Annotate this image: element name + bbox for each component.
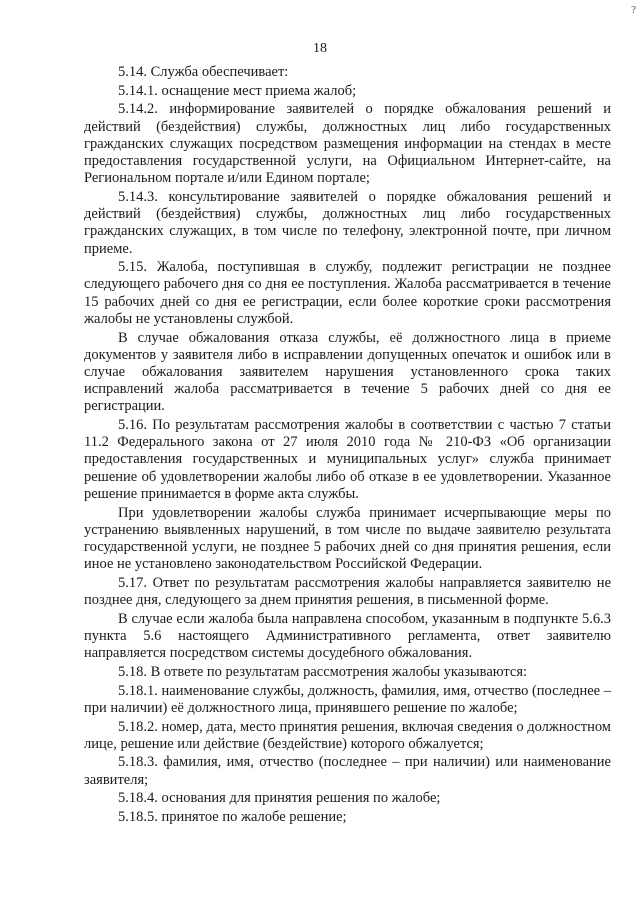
paragraph: В случае обжалования отказа службы, её должностного лица в приеме документов у заявителя либо в исправлении допущенных опечаток и ошибок или в случае обжалования заявителем нарушения установленного срока таких исправлений жалоба рассматривается в течение 5 рабочих дней со дня ее регистрации.: [84, 329, 611, 415]
paragraph: В случае если жалоба была направлена способом, указанным в подпункте 5.6.3 пункта 5.6 настоящего Административного регламента, ответ заявителю направляется посредством системы досудебного обжалования.: [84, 610, 611, 662]
corner-mark: ?: [631, 4, 636, 16]
paragraph: 5.14.3. консультирование заявителей о порядке обжалования решений и действий (бездействия) службы, должностных лиц либо государственных гражданских служащих, в том числе по телефону, электронной почте, при личном приеме.: [84, 188, 611, 257]
paragraph: 5.18.2. номер, дата, место принятия решения, включая сведения о должностном лице, решение или действие (бездействие) которого обжалуется;: [84, 718, 611, 752]
paragraph: При удовлетворении жалобы служба принимает исчерпывающие меры по устранению выявленных нарушений, в том числе по выдаче заявителю результата государственной услуги, не позднее 5 рабочих дней со дня принятия решения, если иное не установлено законодательством Российской Федерации.: [84, 504, 611, 573]
paragraph: 5.15. Жалоба, поступившая в службу, подлежит регистрации не позднее следующего рабочего дня со дня ее поступления. Жалоба рассматривается в течение 15 рабочих дней со дня ее регистрации, если более короткие сроки рассмотрения жалобы не установлены службой.: [84, 259, 611, 327]
paragraph: 5.18.3. фамилия, имя, отчество (последнее – при наличии) или наименование заявителя;: [84, 754, 611, 788]
paragraph: 5.18.1. наименование службы, должность, фамилия, имя, отчество (последнее – при наличии) её должностного лица, принявшего решение по жалобе;: [84, 682, 611, 716]
paragraph: 5.14.1. оснащение мест приема жалоб;: [118, 82, 357, 99]
paragraph: 5.17. Ответ по результатам рассмотрения жалобы направляется заявителю не позднее дня, следующего за днем принятия решения, в письменной форме.: [84, 574, 611, 609]
paragraph: 5.18. В ответе по результатам рассмотрения жалобы указываются:: [118, 663, 528, 680]
paragraph: 5.18.4. основания для принятия решения по жалобе;: [118, 790, 441, 807]
page-number: 18: [313, 41, 327, 56]
document-body: [84, 64, 611, 828]
paragraph: 5.18.5. принятое по жалобе решение;: [118, 809, 347, 826]
paragraph: 5.16. По результатам рассмотрения жалобы в соответствии с частью 7 статьи 11.2 Федерального закона от 27 июля 2010 года № 210-ФЗ «Об организации предоставления государственных и муниципальных услуг» служба принимает решение об удовлетворении жалобы либо об отказе в ее удовлетворении. Указанное решение принимается в форме акта службы.: [84, 417, 611, 502]
paragraph: 5.14. Служба обеспечивает:: [118, 64, 289, 80]
paragraph: 5.14.2. информирование заявителей о порядке обжалования решений и действий (бездействия) службы, должностных лиц либо государственных гражданских служащих посредством размещения информации на стендах в месте предоставления государственной услуги, на Официальном Интернет-сайте, на Региональном портале и/или Едином портале;: [84, 101, 611, 187]
